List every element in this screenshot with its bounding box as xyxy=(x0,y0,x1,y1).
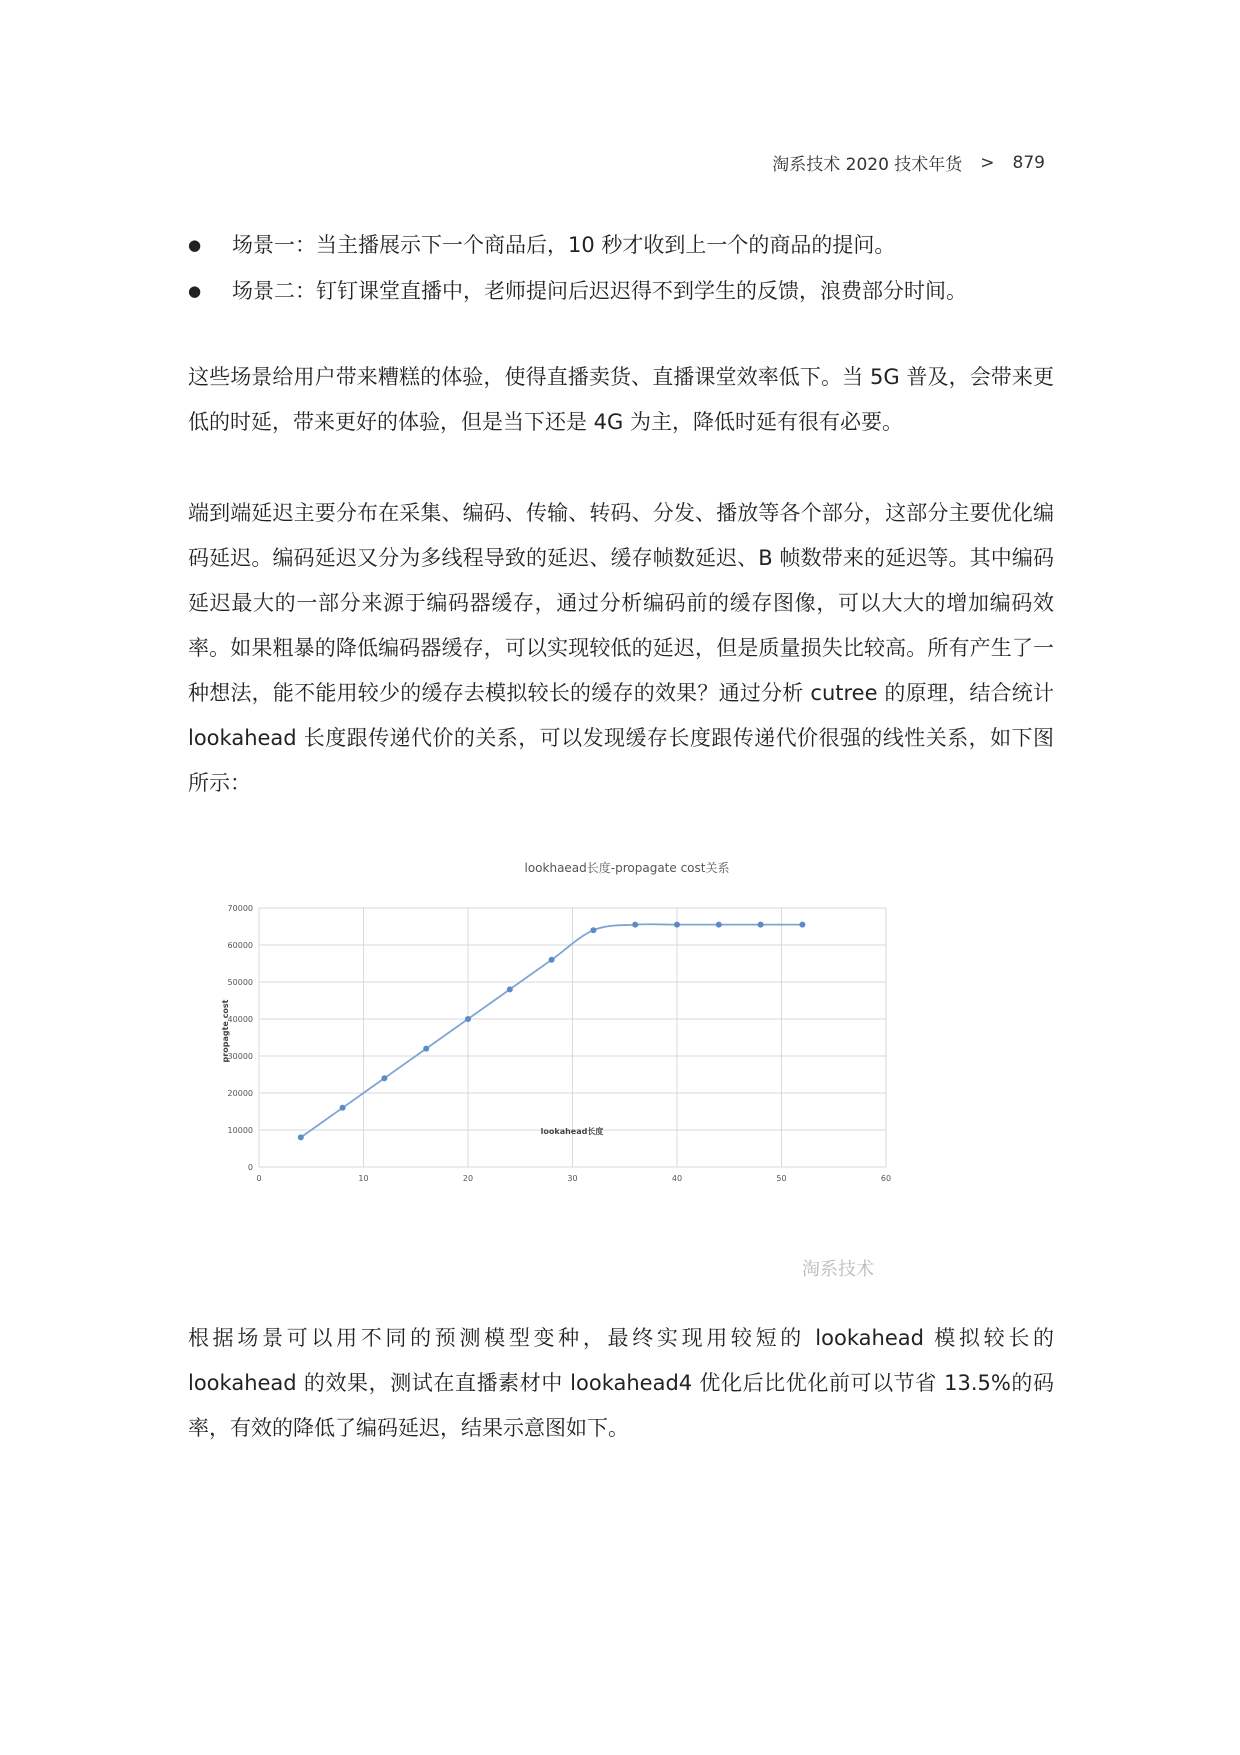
x-axis-label: lookahead长度 xyxy=(540,1127,604,1136)
data-point xyxy=(423,1046,429,1052)
watermark-text: 淘系技术 xyxy=(802,1259,874,1280)
x-tick-label: 0 xyxy=(256,1174,262,1183)
data-point xyxy=(381,1075,387,1081)
data-point xyxy=(590,927,596,933)
page-header xyxy=(772,150,1045,175)
data-point xyxy=(340,1105,346,1111)
list-item xyxy=(188,268,1054,314)
data-point xyxy=(549,957,555,963)
series-line xyxy=(301,924,803,1137)
x-tick-label: 30 xyxy=(567,1174,578,1183)
paragraph: 这些场景给用户带来糟糕的体验，使得直播卖货、直播课堂效率低下。当 5G 普及，会带来更低的时延，带来更好的体验，但是当下还是 4G 为主，降低时延有很有必要。 xyxy=(188,365,1054,434)
y-axis-label: propagte cost xyxy=(221,999,230,1063)
y-tick-label: 20000 xyxy=(227,1089,253,1098)
data-point xyxy=(758,922,764,928)
data-point xyxy=(507,986,513,992)
data-point xyxy=(799,922,805,928)
y-tick-label: 10000 xyxy=(227,1126,253,1135)
bullet-icon: ● xyxy=(188,236,202,254)
y-tick-label: 70000 xyxy=(227,904,253,913)
y-tick-label: 60000 xyxy=(227,941,253,950)
y-axis-ticks xyxy=(228,904,253,1172)
data-point xyxy=(674,922,680,928)
bullet-text: 场景一：当主播展示下一个商品后，10 秒才收到上一个的商品的提问。 xyxy=(232,233,896,257)
chart-title: lookhaead长度-propagate cost关系 xyxy=(524,861,730,875)
paragraph: 根据场景可以用不同的预测模型变种，最终实现用较短的 lookahead 模拟较长的 lookahead 的效果，测试在直播素材中 lookahead4 优化后比优化前可以节省 13.5%的码率，有效的降低了编码延迟，结果示意图如下。 xyxy=(188,1326,1054,1440)
x-tick-label: 10 xyxy=(358,1174,369,1183)
x-tick-label: 50 xyxy=(776,1174,787,1183)
bullet-icon: ● xyxy=(188,282,202,300)
x-tick-label: 20 xyxy=(462,1174,474,1183)
list-item xyxy=(188,222,1054,268)
header-title: 淘系技术 2020 技术年货 xyxy=(772,155,963,175)
y-tick-label: 0 xyxy=(247,1163,253,1172)
x-tick-label: 60 xyxy=(880,1174,892,1183)
paragraph: 端到端延迟主要分布在采集、编码、传输、转码、分发、播放等各个部分，这部分主要优化编码延迟。编码延迟又分为多线程导致的延迟、缓存帧数延迟、B 帧数带来的延迟等。其中编码延迟最大的一部分来源于编码器缓存，通过分析编码前的缓存图像，可以大大的增加编码效率。如果粗暴的降低编码器缓存，可以实现较低的延迟，但是质量损失比较高。所有产生了一种想法，能不能用较少的缓存去模拟较长的缓存的效果？通过分析 cutree 的原理，结合统计 lookahead 长度跟传递代价的关系，可以发现缓存长度跟传递代价很强的线性关系，如下图所示： xyxy=(188,501,1054,795)
data-point xyxy=(298,1134,304,1140)
header-separator: > xyxy=(980,152,995,173)
y-tick-label: 40000 xyxy=(227,1015,253,1024)
line-chart xyxy=(221,845,1010,1280)
x-axis-ticks xyxy=(256,1174,891,1183)
y-tick-label: 30000 xyxy=(227,1052,253,1061)
data-point xyxy=(465,1016,471,1022)
bullet-text: 场景二：钉钉课堂直播中，老师提问后迟迟得不到学生的反馈，浪费部分时间。 xyxy=(232,279,967,303)
data-point xyxy=(716,922,722,928)
y-tick-label: 50000 xyxy=(227,978,253,987)
x-tick-label: 40 xyxy=(671,1174,683,1183)
chart-svg xyxy=(221,845,1010,1280)
data-point xyxy=(632,922,638,928)
bullet-list xyxy=(188,222,1054,314)
page-number: 879 xyxy=(1012,152,1045,173)
series-points xyxy=(298,922,806,1141)
